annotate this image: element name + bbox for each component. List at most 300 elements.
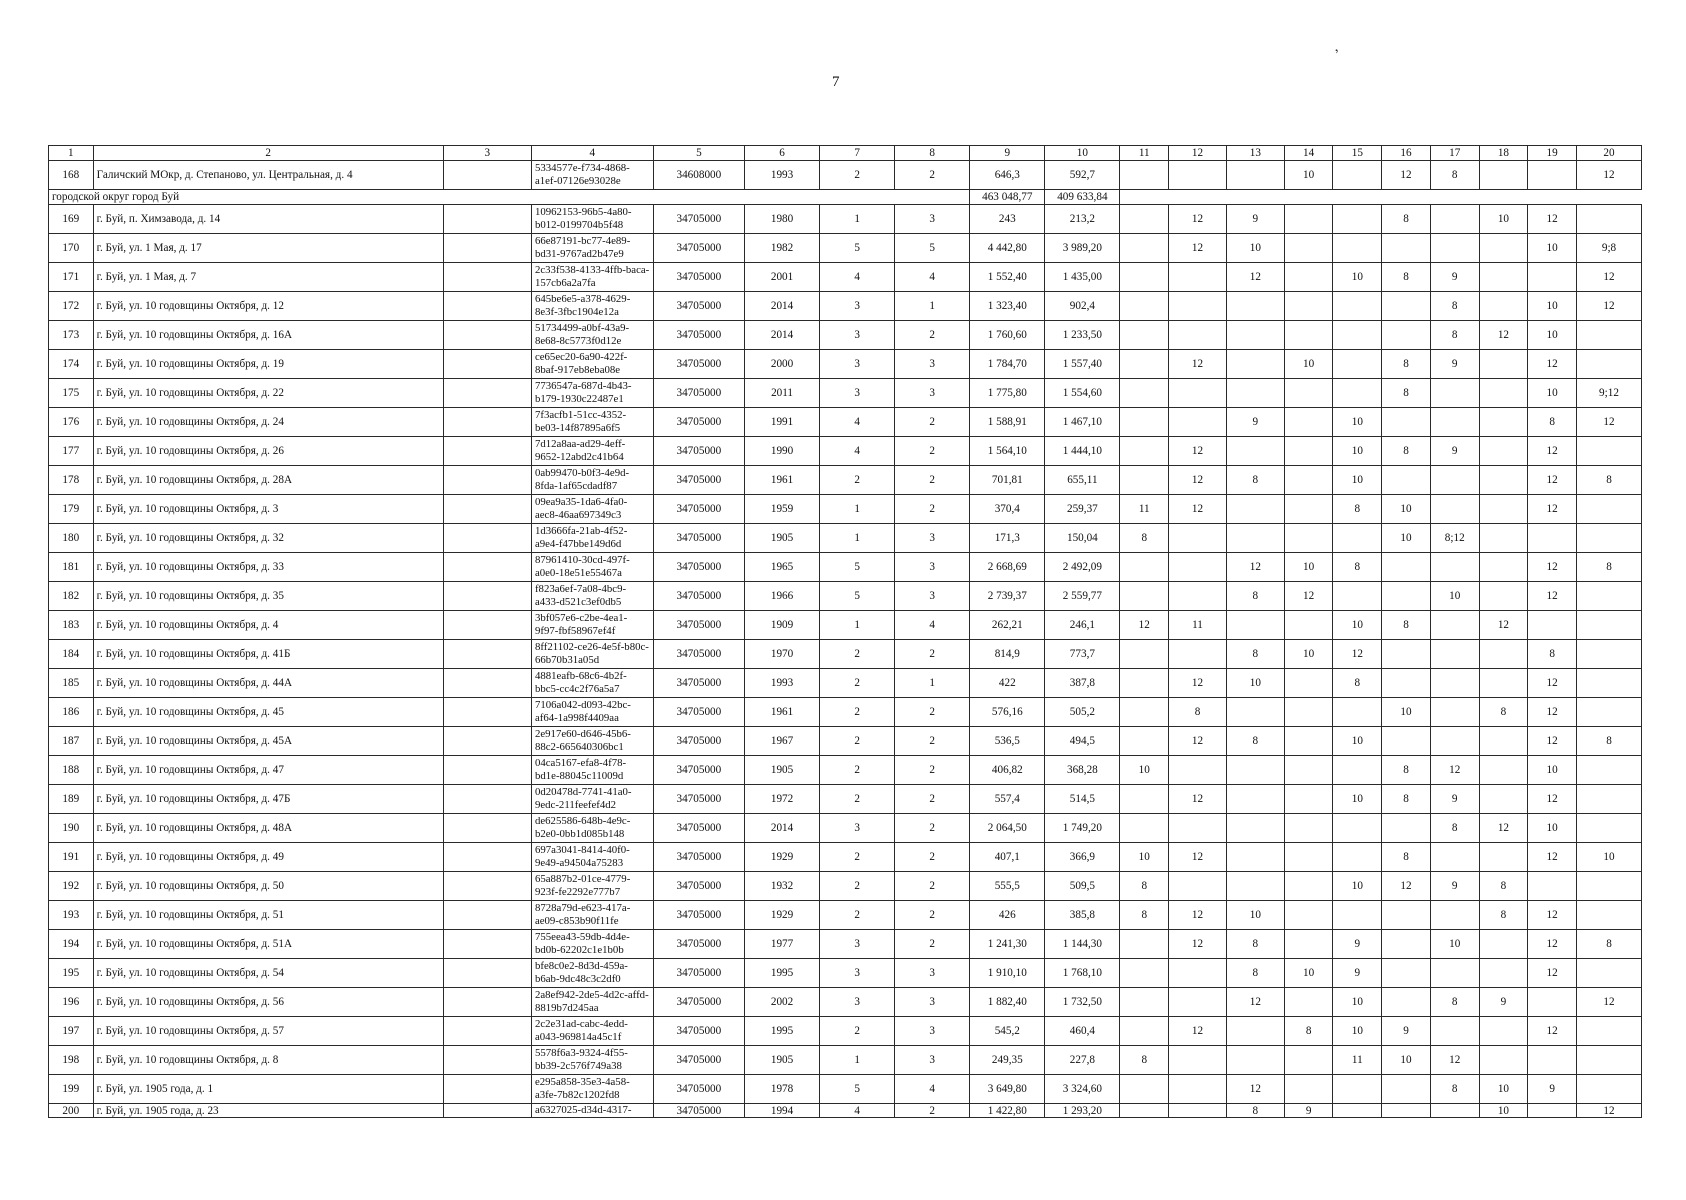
cell-col-1: 199 xyxy=(49,1075,94,1104)
cell-col-18 xyxy=(1479,930,1528,959)
cell-col-12 xyxy=(1169,1104,1227,1118)
cell-col-13 xyxy=(1226,756,1284,785)
table-row xyxy=(49,553,1642,582)
cell-col-2: г. Буй, ул. 10 годовщины Октября, д. 8 xyxy=(93,1046,443,1075)
cell-col-3 xyxy=(443,988,531,1017)
cell-col-5: 34705000 xyxy=(653,524,744,553)
cell-col-12: 12 xyxy=(1169,785,1227,814)
cell-col-17: 9 xyxy=(1430,872,1479,901)
cell-col-2: г. Буй, ул. 10 годовщины Октября, д. 32 xyxy=(93,524,443,553)
cell-col-18 xyxy=(1479,234,1528,263)
cell-col-8: 3 xyxy=(895,524,970,553)
cell-col-9: 1 241,30 xyxy=(970,930,1045,959)
cell-col-14 xyxy=(1284,669,1333,698)
cell-col-5: 34705000 xyxy=(653,814,744,843)
cell-col-3 xyxy=(443,495,531,524)
cell-col-5: 34705000 xyxy=(653,727,744,756)
cell-col-4: 5334577e-f734-4868-a1ef-07126e93028e xyxy=(531,161,653,190)
cell-col-6: 1993 xyxy=(745,669,820,698)
cell-col-3 xyxy=(443,321,531,350)
cell-col-11 xyxy=(1120,1104,1169,1118)
cell-col-16: 8 xyxy=(1382,437,1431,466)
cell-col-10: 246,1 xyxy=(1045,611,1120,640)
cell-col-13: 12 xyxy=(1226,263,1284,292)
cell-col-5: 34705000 xyxy=(653,756,744,785)
cell-col-1: 177 xyxy=(49,437,94,466)
cell-col-19: 12 xyxy=(1528,582,1577,611)
cell-col-12 xyxy=(1169,1046,1227,1075)
cell-col-10: 387,8 xyxy=(1045,669,1120,698)
cell-col-13: 9 xyxy=(1226,408,1284,437)
cell-col-20: 9;12 xyxy=(1576,379,1641,408)
cell-col-8: 2 xyxy=(895,437,970,466)
cell-col-2: г. Буй, п. Химзавода, д. 14 xyxy=(93,205,443,234)
cell-col-20: 9;8 xyxy=(1576,234,1641,263)
cell-col-10: 259,37 xyxy=(1045,495,1120,524)
cell-col-15 xyxy=(1333,321,1382,350)
cell-col-2: г. Буй, ул. 10 годовщины Октября, д. 24 xyxy=(93,408,443,437)
cell-col-19 xyxy=(1528,524,1577,553)
cell-col-15: 8 xyxy=(1333,669,1382,698)
cell-col-16: 10 xyxy=(1382,524,1431,553)
cell-col-7: 2 xyxy=(820,640,895,669)
cell-col-10: 10 xyxy=(1045,146,1120,161)
cell-col-6: 1995 xyxy=(745,1017,820,1046)
cell-col-4: 4881eafb-68c6-4b2f-bbc5-cc4c2f76a5a7 xyxy=(531,669,653,698)
cell-col-19: 12 xyxy=(1528,553,1577,582)
cell-col-11: 12 xyxy=(1120,611,1169,640)
cell-col-20 xyxy=(1576,640,1641,669)
cell-col-20 xyxy=(1576,495,1641,524)
cell-col-7: 3 xyxy=(820,959,895,988)
cell-col-1: 189 xyxy=(49,785,94,814)
cell-col-12 xyxy=(1169,553,1227,582)
table-row xyxy=(49,640,1642,669)
cell-col-5: 34705000 xyxy=(653,321,744,350)
cell-col-18 xyxy=(1479,408,1528,437)
cell-col-14: 10 xyxy=(1284,959,1333,988)
cell-col-16 xyxy=(1382,408,1431,437)
cell-col-2: г. Буй, ул. 1905 года, д. 23 xyxy=(93,1104,443,1118)
cell-col-14: 10 xyxy=(1284,640,1333,669)
cell-col-18 xyxy=(1479,727,1528,756)
cell-col-14: 8 xyxy=(1284,1017,1333,1046)
cell-col-5: 34705000 xyxy=(653,988,744,1017)
cell-col-17: 10 xyxy=(1430,582,1479,611)
cell-col-20: 20 xyxy=(1576,146,1641,161)
cell-col-13 xyxy=(1226,872,1284,901)
cell-col-12: 12 xyxy=(1169,727,1227,756)
cell-col-15 xyxy=(1333,205,1382,234)
table-row xyxy=(49,1075,1642,1104)
cell-col-14 xyxy=(1284,988,1333,1017)
cell-col-3 xyxy=(443,350,531,379)
cell-col-17: 9 xyxy=(1430,785,1479,814)
cell-col-7: 7 xyxy=(820,146,895,161)
cell-col-4: 2c2e31ad-cabc-4edd-a043-969814a45c1f xyxy=(531,1017,653,1046)
cell-col-1: 186 xyxy=(49,698,94,727)
cell-col-2: г. Буй, ул. 10 годовщины Октября, д. 4 xyxy=(93,611,443,640)
cell-col-18: 12 xyxy=(1479,611,1528,640)
cell-col-8: 2 xyxy=(895,640,970,669)
cell-col-11: 8 xyxy=(1120,901,1169,930)
cell-col-16 xyxy=(1382,292,1431,321)
cell-col-18: 9 xyxy=(1479,988,1528,1017)
cell-col-10: 1 749,20 xyxy=(1045,814,1120,843)
cell-col-9: 701,81 xyxy=(970,466,1045,495)
cell-col-5: 34705000 xyxy=(653,872,744,901)
cell-col-7: 1 xyxy=(820,611,895,640)
cell-col-1: 195 xyxy=(49,959,94,988)
cell-col-4: 3bf057e6-c2be-4ea1-9f97-fbf58967ef4f xyxy=(531,611,653,640)
cell-col-16: 8 xyxy=(1382,205,1431,234)
cell-col-1: 187 xyxy=(49,727,94,756)
cell-col-5: 34705000 xyxy=(653,495,744,524)
cell-col-17 xyxy=(1430,611,1479,640)
cell-col-20: 8 xyxy=(1576,930,1641,959)
cell-col-16: 10 xyxy=(1382,495,1431,524)
cell-col-3 xyxy=(443,524,531,553)
cell-col-10: 2 492,09 xyxy=(1045,553,1120,582)
cell-col-3 xyxy=(443,1017,531,1046)
cell-col-6: 1905 xyxy=(745,524,820,553)
cell-col-1: 170 xyxy=(49,234,94,263)
cell-col-8: 4 xyxy=(895,611,970,640)
cell-col-5: 34705000 xyxy=(653,582,744,611)
cell-col-8: 3 xyxy=(895,582,970,611)
cell-col-10: 1 144,30 xyxy=(1045,930,1120,959)
cell-col-6: 1965 xyxy=(745,553,820,582)
cell-col-13: 8 xyxy=(1226,1104,1284,1118)
cell-col-15 xyxy=(1333,292,1382,321)
cell-col-10: 1 293,20 xyxy=(1045,1104,1120,1118)
cell-col-13 xyxy=(1226,437,1284,466)
cell-col-13: 13 xyxy=(1226,146,1284,161)
cell-col-2: г. Буй, ул. 10 годовщины Октября, д. 57 xyxy=(93,1017,443,1046)
cell-col-12: 12 xyxy=(1169,930,1227,959)
cell-col-10: 505,2 xyxy=(1045,698,1120,727)
table-row xyxy=(49,698,1642,727)
cell-col-13 xyxy=(1226,814,1284,843)
cell-col-4: e295a858-35e3-4a58-a3fe-7b82c1202fd8 xyxy=(531,1075,653,1104)
cell-col-17: 8 xyxy=(1430,988,1479,1017)
cell-col-13 xyxy=(1226,292,1284,321)
cell-col-9: 249,35 xyxy=(970,1046,1045,1075)
cell-col-7: 3 xyxy=(820,350,895,379)
cell-col-17 xyxy=(1430,698,1479,727)
cell-col-10: 1 554,60 xyxy=(1045,379,1120,408)
cell-col-20: 12 xyxy=(1576,1104,1641,1118)
cell-col-8: 2 xyxy=(895,756,970,785)
cell-col-13 xyxy=(1226,843,1284,872)
table-row xyxy=(49,350,1642,379)
cell-col-13 xyxy=(1226,321,1284,350)
cell-col-13: 8 xyxy=(1226,640,1284,669)
cell-col-14: 10 xyxy=(1284,553,1333,582)
cell-col-1: 191 xyxy=(49,843,94,872)
cell-col-11 xyxy=(1120,408,1169,437)
cell-col-16 xyxy=(1382,1104,1431,1118)
cell-col-3 xyxy=(443,408,531,437)
cell-col-14 xyxy=(1284,698,1333,727)
cell-col-17: 8;12 xyxy=(1430,524,1479,553)
cell-col-17: 8 xyxy=(1430,292,1479,321)
cell-col-10: 1 467,10 xyxy=(1045,408,1120,437)
cell-col-13: 10 xyxy=(1226,901,1284,930)
cell-col-7: 2 xyxy=(820,1017,895,1046)
cell-col-1: 172 xyxy=(49,292,94,321)
cell-col-3 xyxy=(443,611,531,640)
cell-col-17 xyxy=(1430,901,1479,930)
cell-col-18 xyxy=(1479,785,1528,814)
cell-col-2: г. Буй, ул. 10 годовщины Октября, д. 51А xyxy=(93,930,443,959)
cell-col-19: 12 xyxy=(1528,843,1577,872)
table-row xyxy=(49,611,1642,640)
cell-col-2: г. Буй, ул. 10 годовщины Октября, д. 28А xyxy=(93,466,443,495)
cell-col-5: 34705000 xyxy=(653,901,744,930)
cell-col-19 xyxy=(1528,611,1577,640)
cell-col-2: г. Буй, ул. 10 годовщины Октября, д. 44А xyxy=(93,669,443,698)
cell-col-8: 2 xyxy=(895,161,970,190)
cell-col-1: 171 xyxy=(49,263,94,292)
cell-col-4: 0ab99470-b0f3-4e9d-8fda-1af65cdadf87 xyxy=(531,466,653,495)
cell-col-18 xyxy=(1479,437,1528,466)
cell-col-15: 10 xyxy=(1333,988,1382,1017)
cell-col-5: 34705000 xyxy=(653,466,744,495)
cell-col-9: 1 552,40 xyxy=(970,263,1045,292)
cell-col-2: г. Буй, ул. 10 годовщины Октября, д. 45 xyxy=(93,698,443,727)
cell-col-16 xyxy=(1382,727,1431,756)
cell-col-11 xyxy=(1120,640,1169,669)
cell-col-4: 697a3041-8414-40f0-9e49-a94504a75283 xyxy=(531,843,653,872)
cell-col-18: 10 xyxy=(1479,205,1528,234)
cell-col-15 xyxy=(1333,843,1382,872)
cell-col-14 xyxy=(1284,437,1333,466)
cell-col-5: 34705000 xyxy=(653,843,744,872)
cell-col-17 xyxy=(1430,1104,1479,1118)
cell-col-13 xyxy=(1226,1017,1284,1046)
cell-col-20 xyxy=(1576,582,1641,611)
table-row xyxy=(49,843,1642,872)
cell-col-6: 1993 xyxy=(745,161,820,190)
cell-col-12 xyxy=(1169,582,1227,611)
cell-col-20 xyxy=(1576,1046,1641,1075)
cell-col-2: г. Буй, ул. 10 годовщины Октября, д. 51 xyxy=(93,901,443,930)
cell-col-17 xyxy=(1430,843,1479,872)
cell-col-9: 545,2 xyxy=(970,1017,1045,1046)
cell-col-18 xyxy=(1479,669,1528,698)
cell-col-19: 12 xyxy=(1528,205,1577,234)
table-row xyxy=(49,524,1642,553)
cell-col-11 xyxy=(1120,1075,1169,1104)
cell-col-7: 5 xyxy=(820,1075,895,1104)
cell-col-9: 1 775,80 xyxy=(970,379,1045,408)
table-row xyxy=(49,161,1642,190)
cell-col-9: 370,4 xyxy=(970,495,1045,524)
cell-col-16 xyxy=(1382,234,1431,263)
cell-col-5: 34705000 xyxy=(653,785,744,814)
cell-col-16: 8 xyxy=(1382,263,1431,292)
cell-col-19: 10 xyxy=(1528,379,1577,408)
cell-col-12: 11 xyxy=(1169,611,1227,640)
cell-col-14: 14 xyxy=(1284,146,1333,161)
cell-col-5: 34705000 xyxy=(653,263,744,292)
cell-col-4: 8ff21102-ce26-4e5f-b80c-66b70b31a05d xyxy=(531,640,653,669)
cell-col-9: 262,21 xyxy=(970,611,1045,640)
cell-col-12 xyxy=(1169,959,1227,988)
cell-col-1: 181 xyxy=(49,553,94,582)
cell-col-6: 1932 xyxy=(745,872,820,901)
cell-col-8: 2 xyxy=(895,321,970,350)
cell-col-15 xyxy=(1333,379,1382,408)
cell-col-1: 193 xyxy=(49,901,94,930)
cell-col-20 xyxy=(1576,611,1641,640)
cell-col-6: 2014 xyxy=(745,814,820,843)
cell-col-17 xyxy=(1430,669,1479,698)
cell-col-13 xyxy=(1226,379,1284,408)
cell-col-18 xyxy=(1479,640,1528,669)
cell-col-8: 3 xyxy=(895,553,970,582)
cell-col-4: 7d12a8aa-ad29-4eff-9652-12abd2c41b64 xyxy=(531,437,653,466)
table-row xyxy=(49,205,1642,234)
cell-col-3 xyxy=(443,901,531,930)
cell-col-12 xyxy=(1169,379,1227,408)
cell-col-13: 9 xyxy=(1226,205,1284,234)
cell-col-12 xyxy=(1169,292,1227,321)
cell-col-14 xyxy=(1284,379,1333,408)
cell-col-8: 5 xyxy=(895,234,970,263)
cell-col-20 xyxy=(1576,872,1641,901)
cell-col-9: 422 xyxy=(970,669,1045,698)
cell-col-7: 4 xyxy=(820,408,895,437)
cell-col-7: 5 xyxy=(820,582,895,611)
cell-col-9: 1 882,40 xyxy=(970,988,1045,1017)
cell-col-11: 8 xyxy=(1120,524,1169,553)
cell-col-2: г. Буй, ул. 10 годовщины Октября, д. 56 xyxy=(93,988,443,1017)
cell-col-18 xyxy=(1479,495,1528,524)
cell-col-17: 8 xyxy=(1430,161,1479,190)
cell-col-5: 34705000 xyxy=(653,1104,744,1118)
cell-col-11 xyxy=(1120,785,1169,814)
page-number: 7 xyxy=(832,74,840,90)
cell-col-12: 8 xyxy=(1169,698,1227,727)
cell-col-7: 2 xyxy=(820,727,895,756)
group-total-col-10: 409 633,84 xyxy=(1045,190,1120,205)
cell-col-17: 9 xyxy=(1430,437,1479,466)
cell-col-20 xyxy=(1576,669,1641,698)
cell-col-15 xyxy=(1333,901,1382,930)
cell-col-16: 12 xyxy=(1382,872,1431,901)
cell-col-5: 34705000 xyxy=(653,408,744,437)
cell-col-12 xyxy=(1169,814,1227,843)
cell-col-8: 4 xyxy=(895,263,970,292)
cell-col-8: 3 xyxy=(895,959,970,988)
cell-col-5: 34705000 xyxy=(653,205,744,234)
cell-col-19: 12 xyxy=(1528,901,1577,930)
cell-col-11 xyxy=(1120,930,1169,959)
cell-col-9: 2 739,37 xyxy=(970,582,1045,611)
cell-col-4: ce65ec20-6a90-422f-8baf-917eb8eba08e xyxy=(531,350,653,379)
cell-col-20 xyxy=(1576,785,1641,814)
cell-col-6: 1977 xyxy=(745,930,820,959)
cell-col-9: 2 064,50 xyxy=(970,814,1045,843)
table-row xyxy=(49,727,1642,756)
cell-col-4: 4 xyxy=(531,146,653,161)
cell-col-6: 2014 xyxy=(745,292,820,321)
cell-col-15: 10 xyxy=(1333,727,1382,756)
cell-col-3 xyxy=(443,466,531,495)
cell-col-3 xyxy=(443,1104,531,1118)
cell-col-14 xyxy=(1284,263,1333,292)
cell-col-7: 2 xyxy=(820,698,895,727)
cell-col-3 xyxy=(443,756,531,785)
cell-col-2: г. Буй, ул. 10 годовщины Октября, д. 54 xyxy=(93,959,443,988)
cell-col-12: 12 xyxy=(1169,901,1227,930)
cell-col-11 xyxy=(1120,814,1169,843)
cell-col-8: 1 xyxy=(895,292,970,321)
cell-col-5: 34705000 xyxy=(653,292,744,321)
cell-col-15: 8 xyxy=(1333,495,1382,524)
cell-col-16 xyxy=(1382,901,1431,930)
table-row xyxy=(49,930,1642,959)
cell-col-5: 34705000 xyxy=(653,1046,744,1075)
cell-col-6: 1961 xyxy=(745,698,820,727)
cell-col-16: 9 xyxy=(1382,1017,1431,1046)
cell-col-20: 12 xyxy=(1576,988,1641,1017)
cell-col-9: 536,5 xyxy=(970,727,1045,756)
cell-col-3 xyxy=(443,843,531,872)
cell-col-15: 9 xyxy=(1333,959,1382,988)
cell-col-6: 1990 xyxy=(745,437,820,466)
cell-col-9: 557,4 xyxy=(970,785,1045,814)
cell-col-4: 2e917e60-d646-45b6-88c2-665640306bc1 xyxy=(531,727,653,756)
cell-col-3 xyxy=(443,698,531,727)
cell-col-18 xyxy=(1479,292,1528,321)
cell-col-19: 12 xyxy=(1528,959,1577,988)
cell-col-3 xyxy=(443,872,531,901)
table-row xyxy=(49,582,1642,611)
cell-col-14 xyxy=(1284,321,1333,350)
cell-col-7: 2 xyxy=(820,756,895,785)
cell-col-8: 2 xyxy=(895,814,970,843)
cell-col-6: 1961 xyxy=(745,466,820,495)
cell-col-15: 10 xyxy=(1333,785,1382,814)
cell-col-10: 1 768,10 xyxy=(1045,959,1120,988)
cell-col-16: 10 xyxy=(1382,698,1431,727)
table-row xyxy=(49,669,1642,698)
cell-col-15 xyxy=(1333,234,1382,263)
cell-col-5: 34705000 xyxy=(653,379,744,408)
cell-col-18: 8 xyxy=(1479,698,1528,727)
cell-col-6: 1982 xyxy=(745,234,820,263)
cell-col-1: 169 xyxy=(49,205,94,234)
cell-col-1: 185 xyxy=(49,669,94,698)
cell-col-12 xyxy=(1169,161,1227,190)
cell-col-12 xyxy=(1169,263,1227,292)
cell-col-20: 12 xyxy=(1576,408,1641,437)
cell-col-14 xyxy=(1284,495,1333,524)
table-row xyxy=(49,1104,1642,1118)
cell-col-1: 194 xyxy=(49,930,94,959)
cell-col-20 xyxy=(1576,1017,1641,1046)
cell-col-5: 34705000 xyxy=(653,1075,744,1104)
cell-col-16: 10 xyxy=(1382,1046,1431,1075)
cell-col-19: 12 xyxy=(1528,495,1577,524)
cell-col-19: 9 xyxy=(1528,1075,1577,1104)
cell-col-9: 243 xyxy=(970,205,1045,234)
cell-col-15: 15 xyxy=(1333,146,1382,161)
cell-col-2: г. Буй, ул. 10 годовщины Октября, д. 50 xyxy=(93,872,443,901)
